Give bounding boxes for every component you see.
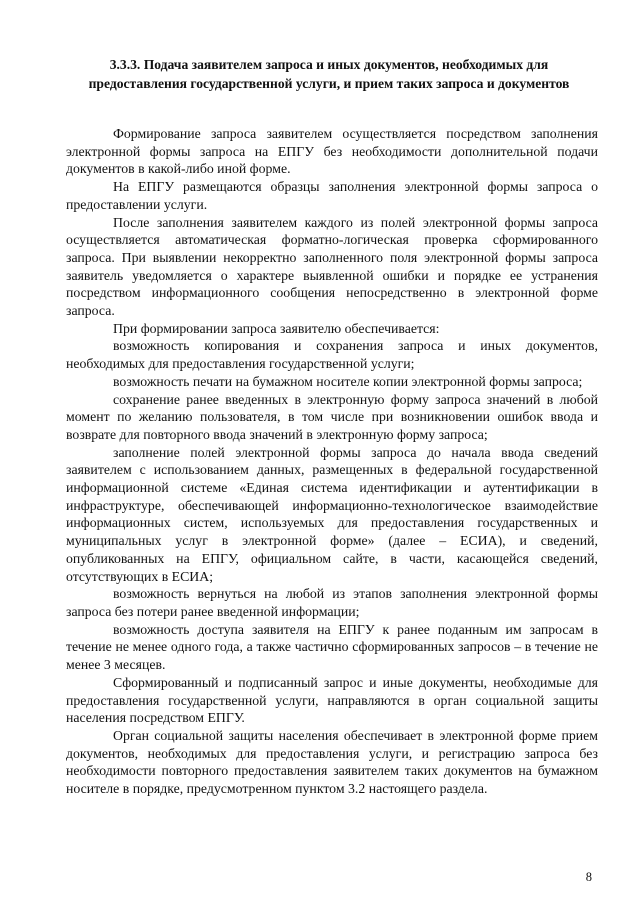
paragraph: сохранение ранее введенных в электронную форму запроса значений в любой момент по желанию пользователя, в том числе при возникновении ошибок ввода и возврате для повторного ввода значений в электронную форму запроса; [66, 391, 598, 442]
paragraph: возможность печати на бумажном носителе копии электронной формы запроса; [113, 373, 583, 389]
paragraph: возможность вернуться на любой из этапов заполнения электронной формы запроса без потери ранее введенной информации; [66, 586, 598, 619]
section-heading: 3.3.3. Подача заявителем запроса и иных документов, необходимых для предоставления государственной услуги, и прием таких запроса и документов [88, 57, 570, 91]
paragraph: возможность копирования и сохранения запроса и иных документов, необходимых для предоставления государственной услуги; [66, 338, 598, 372]
body-text [66, 125, 598, 798]
paragraph: возможность доступа заявителя на ЕПГУ к ранее поданным им запросам в течение не менее одного года, а также частично сформированных запросов – в течение не менее 3 месяцев. [66, 621, 598, 673]
page-number: 8 [585, 870, 592, 884]
paragraph: После заполнения заявителем каждого из полей электронной формы запроса осуществляется автоматическая форматно-логическая проверка сформированного запроса. При выявлении некорректно заполненного поля электронной формы запроса заявитель уведомляется о характере выявленной ошибки и порядке ее устранения посредством информационного сообщения непосредственно в электронной форме запроса. [66, 214, 598, 319]
paragraph: Сформированный и подписанный запрос и иные документы, необходимые для предоставления государственной услуги, направляются в орган социальной защиты населения посредством ЕПГУ. [66, 674, 598, 726]
paragraph: При формировании запроса заявителю обеспечивается: [113, 320, 440, 336]
paragraph: Орган социальной защиты населения обеспечивает в электронной форме прием документов, необходимых для предоставления услуги, и регистрацию запроса без необходимости повторного предоставления заявителем таких документов на бумажном носителе в порядке, предусмотренном пунктом 3.2 настоящего раздела. [66, 727, 598, 797]
paragraph: На ЕПГУ размещаются образцы заполнения электронной формы запроса о предоставлении услуги. [66, 179, 598, 212]
paragraph: заполнение полей электронной формы запроса до начала ввода сведений заявителем с использованием данных, размещенных в федеральной государственной информационной системе «Единая система идентификации и аутентификации в инфраструктуре, обеспечивающей информационно-технологическое взаимодействие информационных систем, используемых для предоставления государственных и муниципальных услуг в электронной форме» (далее – ЕСИА), и сведений, опубликованных на ЕПГУ, официальном сайте, в части, касающейся сведений, отсутствующих в ЕСИА; [66, 444, 598, 584]
paragraph: Формирование запроса заявителем осуществляется посредством заполнения электронной формы запроса на ЕПГУ без необходимости дополнительной подачи документов в какой-либо иной форме. [66, 126, 598, 177]
